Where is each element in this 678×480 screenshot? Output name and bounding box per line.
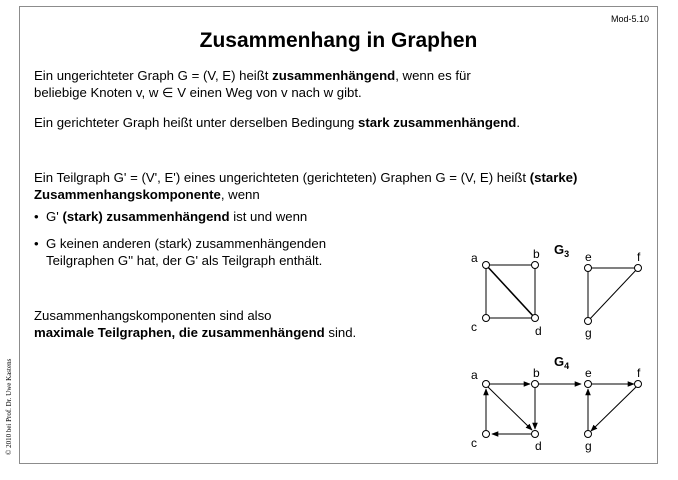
page-id: Mod-5.10 (610, 14, 649, 24)
node-label-g: g (585, 439, 592, 453)
node-label-d: d (535, 324, 542, 338)
edge-a-d (488, 387, 532, 430)
bullet-item-1: • G' (stark) zusammenhängend ist und wenn (34, 209, 308, 224)
copyright-notice: © 2010 bei Prof. Dr. Uwe Kastens (5, 358, 13, 455)
node-b (532, 262, 539, 269)
node-a (483, 262, 490, 269)
definition-component: Ein Teilgraph G' = (V', E') eines ungerichteten (gerichteten) Graphen G = (V, E) heißt (starke) Zusammenhangskomponente, wenn (34, 170, 578, 202)
node-g (585, 318, 592, 325)
bullet-icon: • (34, 236, 39, 251)
node-label-e: e (585, 250, 592, 264)
node-label-a: a (471, 368, 478, 382)
bullet-item-2: • G keinen anderen (stark) zusammenhängenden Teilgraphen G'' hat, der G' als Teilgraph enthält. (34, 236, 327, 268)
node-e (585, 381, 592, 388)
node-label-e: e (585, 366, 592, 380)
node-f (635, 265, 642, 272)
graph-g4 (440, 344, 650, 456)
node-label-c: c (471, 320, 477, 334)
node-label-c: c (471, 436, 477, 450)
slide (19, 6, 658, 464)
node-c (483, 315, 490, 322)
node-f (635, 381, 642, 388)
node-c (483, 431, 490, 438)
edge-g-f (588, 268, 638, 321)
node-label-f: f (637, 366, 641, 380)
graph-g3 (440, 232, 650, 342)
graph-label: $G_4$ (554, 354, 570, 371)
node-a (483, 381, 490, 388)
edge-a-d (486, 265, 535, 318)
node-g (585, 431, 592, 438)
edge-f-g (591, 387, 636, 431)
node-label-f: f (637, 250, 641, 264)
slide-title: Zusammenhang in Graphen (199, 29, 478, 52)
node-b (532, 381, 539, 388)
graph-label: $G_3$ (554, 242, 570, 259)
bullet-icon: • (34, 209, 39, 224)
node-label-a: a (471, 251, 478, 265)
conclusion: Zusammenhangskomponenten sind also maximale Teilgraphen, die zusammenhängend sind. (34, 308, 357, 340)
node-label-d: d (535, 439, 542, 453)
node-label-b: b (533, 366, 540, 380)
definition-undirected: Ein ungerichteter Graph G = (V, E) heißt zusammenhängend, wenn es für beliebige Knoten v, w ∈ V einen Weg von v nach w gibt. (34, 68, 471, 100)
node-e (585, 265, 592, 272)
node-label-g: g (585, 326, 592, 340)
node-d (532, 315, 539, 322)
definition-directed: Ein gerichteter Graph heißt unter derselben Bedingung stark zusammenhängend. (34, 115, 520, 130)
node-d (532, 431, 539, 438)
node-label-b: b (533, 247, 540, 261)
